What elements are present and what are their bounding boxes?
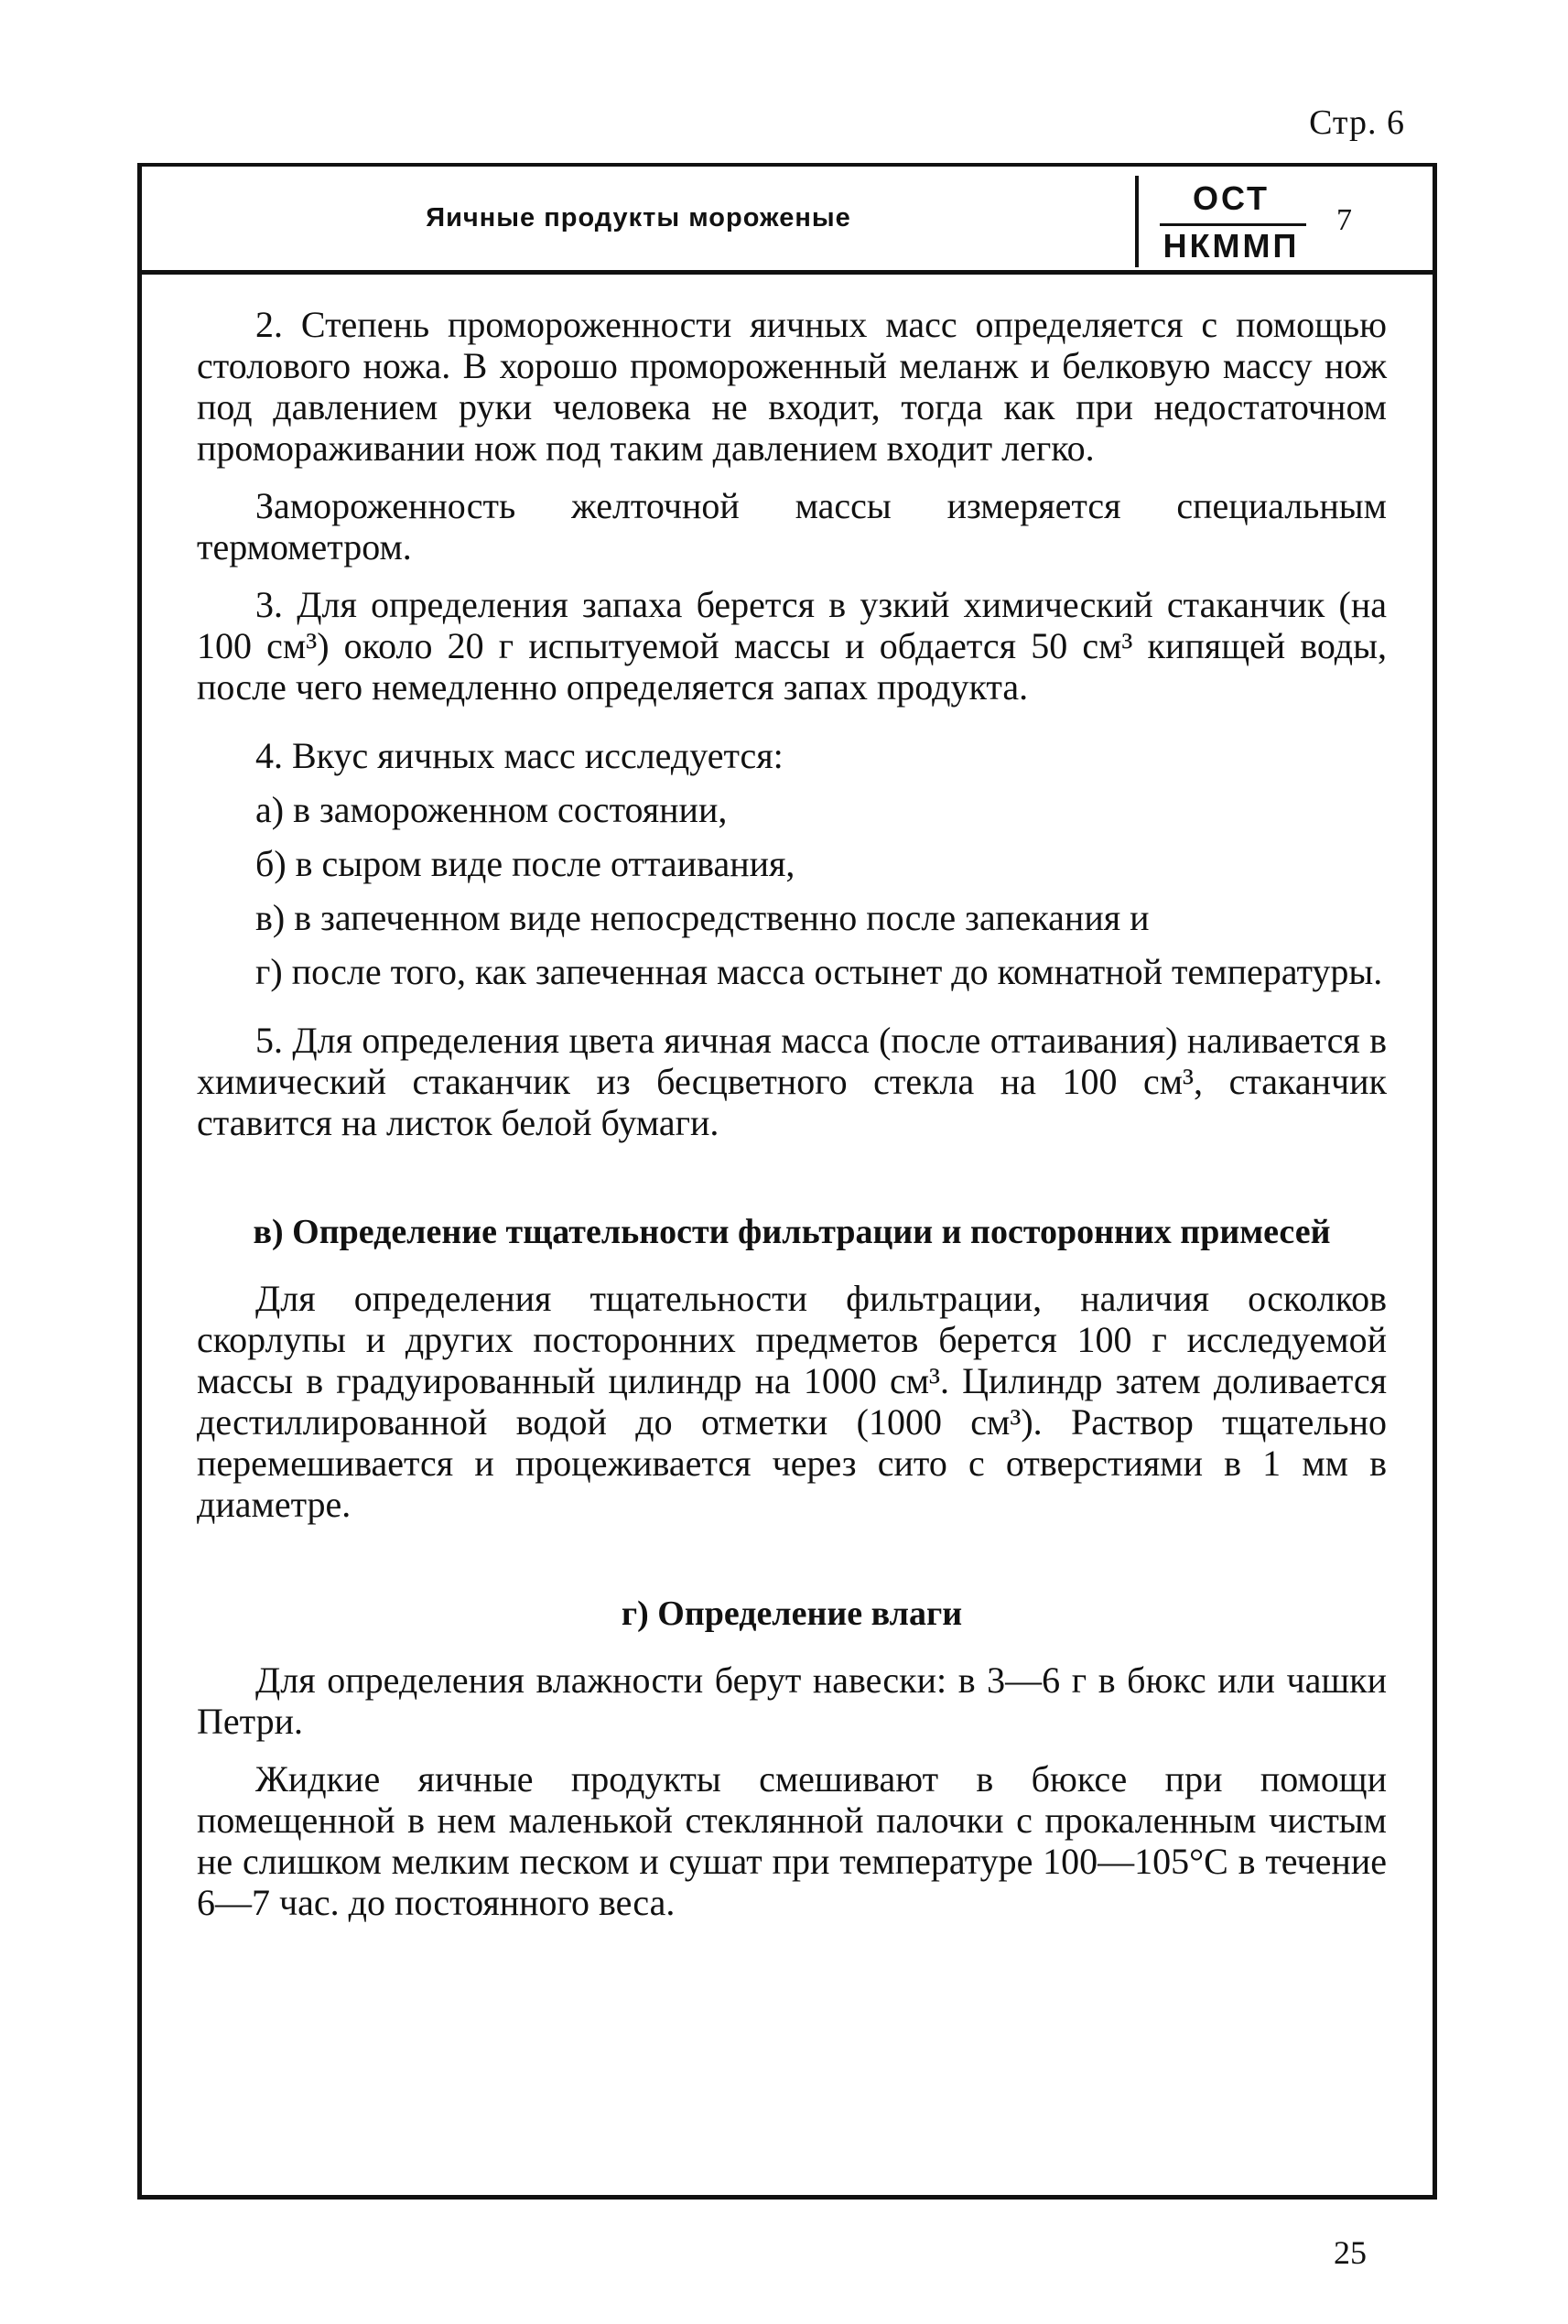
header-title: Яичные продукты мороженые [426,203,851,232]
section-heading-moisture: г) Определение влаги [621,1594,963,1633]
list-item-v: в) в запеченном виде непосредственно после запекания и [255,897,1150,938]
page-content [197,304,1387,1940]
paragraph-filtration: Для определения тщательности фильтрации, наличия осколков скорлупы и других посторонних предметов берется 100 г исследуемой массы в градуированный цилиндр на 1000 см³. Цилиндр затем доливается дестиллированной водой до отметки (1000 см³). Раствор тщательно перемешивается и процеживается через сито с отверстиями в 1 мм в диаметре. [197,1278,1387,1525]
ministry-code: НКММП [1162,227,1300,265]
list-item-b: б) в сыром виде после оттаивания, [255,843,795,884]
paragraph-2: 2. Степень промороженности яичных масс определяется с помощью столового ножа. В хорошо промороженный меланж и белковую массу нож под давлением руки человека не входит, тогда как при недостаточном промораживании нож под таким давлением входит легко. [197,304,1387,469]
page-label: Стр. 6 [1309,103,1405,142]
paragraph-5: 5. Для определения цвета яичная масса (после оттаивания) наливается в химический стаканчик из бесцветного стекла на 100 см³, стаканчик ставится на листок белой бумаги. [197,1020,1387,1143]
document-header [142,167,1433,275]
paragraph-moisture-1: Для определения влажности берут навески: в 3—6 г в бюкс или чашки Петри. [197,1659,1387,1742]
header-divider [1135,176,1139,267]
paragraph-4: 4. Вкус яичных масс исследуется: [255,735,784,776]
spacer [197,724,1387,735]
page-frame [137,163,1437,2200]
list-item-a: а) в замороженном состоянии, [255,789,728,830]
list-item-g: г) после того, как запеченная масса остынет до комнатной температуры. [255,951,1383,992]
paragraph-3: 3. Для определения запаха берется в узкий химический стаканчик (на 100 см³) около 20 г испытуемой массы и обдается 50 см³ кипящей воды, после чего немедленно определяется запах продукта. [197,584,1387,708]
paragraph-moisture-2: Жидкие яичные продукты смешивают в бюксе при помощи помещенной в нем маленькой стеклянной палочки с прокаленным чистым не слишком мелким песком и сушат при температуре 100—105°С в течение 6—7 час. до постоянного веса. [197,1758,1387,1923]
page-number: 25 [1334,2234,1367,2271]
paragraph-yolk: Замороженность желточной массы измеряется специальным термометром. [197,485,1387,567]
standard-code: ОСТ [1192,179,1271,217]
standard-number: 7 [1336,203,1352,237]
section-heading-filtration: в) Определение тщательности фильтрации и посторонних примесей [253,1213,1331,1251]
spacer [197,1009,1387,1020]
header-fraction-line [1160,223,1306,226]
